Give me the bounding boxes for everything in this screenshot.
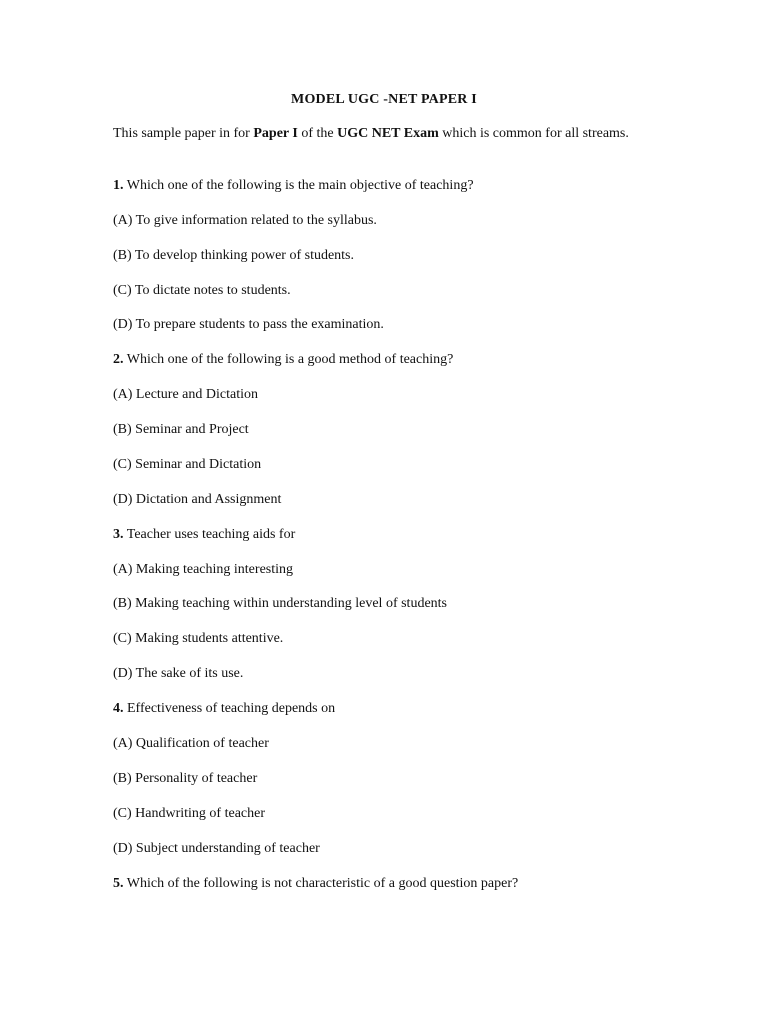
intro-bold-exam: UGC NET Exam (337, 126, 439, 141)
option-4a: (A) Qualification of teacher (113, 736, 269, 751)
intro-paragraph (113, 125, 633, 143)
option-4b: (B) Personality of teacher (113, 771, 258, 786)
option-3c: (C) Making students attentive. (113, 631, 284, 646)
option-2b: (B) Seminar and Project (113, 422, 249, 437)
question-number: 5. (113, 876, 124, 891)
option-1c: (C) To dictate notes to students. (113, 283, 291, 298)
question-number: 3. (113, 527, 124, 542)
option-4c: (C) Handwriting of teacher (113, 806, 265, 821)
option-3d: (D) The sake of its use. (113, 666, 244, 681)
option-3a: (A) Making teaching interesting (113, 562, 294, 577)
question-3 (113, 526, 295, 544)
question-text: Which one of the following is the main objective of teaching? (123, 178, 474, 193)
question-text: Teacher uses teaching aids for (123, 527, 296, 542)
question-2 (113, 351, 453, 369)
question-5 (113, 875, 518, 893)
question-number: 1. (113, 178, 124, 193)
option-4d: (D) Subject understanding of teacher (113, 841, 320, 856)
question-text: Which one of the following is a good method of teaching? (123, 352, 454, 367)
option-1d: (D) To prepare students to pass the examination. (113, 317, 384, 332)
intro-text: which is common for all streams. (438, 126, 629, 141)
intro-bold-paper: Paper I (253, 126, 298, 141)
question-4 (113, 700, 335, 718)
option-2d: (D) Dictation and Assignment (113, 492, 282, 507)
intro-text: of the (297, 126, 338, 141)
option-1b: (B) To develop thinking power of students. (113, 248, 355, 263)
question-number: 4. (113, 701, 124, 716)
option-2c: (C) Seminar and Dictation (113, 457, 262, 472)
question-1 (113, 177, 474, 195)
page-title: MODEL UGC -NET PAPER I (291, 92, 477, 107)
question-text: Effectiveness of teaching depends on (123, 701, 336, 716)
option-1a: (A) To give information related to the syllabus. (113, 213, 377, 228)
question-number: 2. (113, 352, 124, 367)
question-text: Which of the following is not characteristic of a good question paper? (123, 876, 519, 891)
option-2a: (A) Lecture and Dictation (113, 387, 258, 402)
option-3b: (B) Making teaching within understanding level of students (113, 596, 447, 611)
intro-text: This sample paper in for (113, 126, 254, 141)
